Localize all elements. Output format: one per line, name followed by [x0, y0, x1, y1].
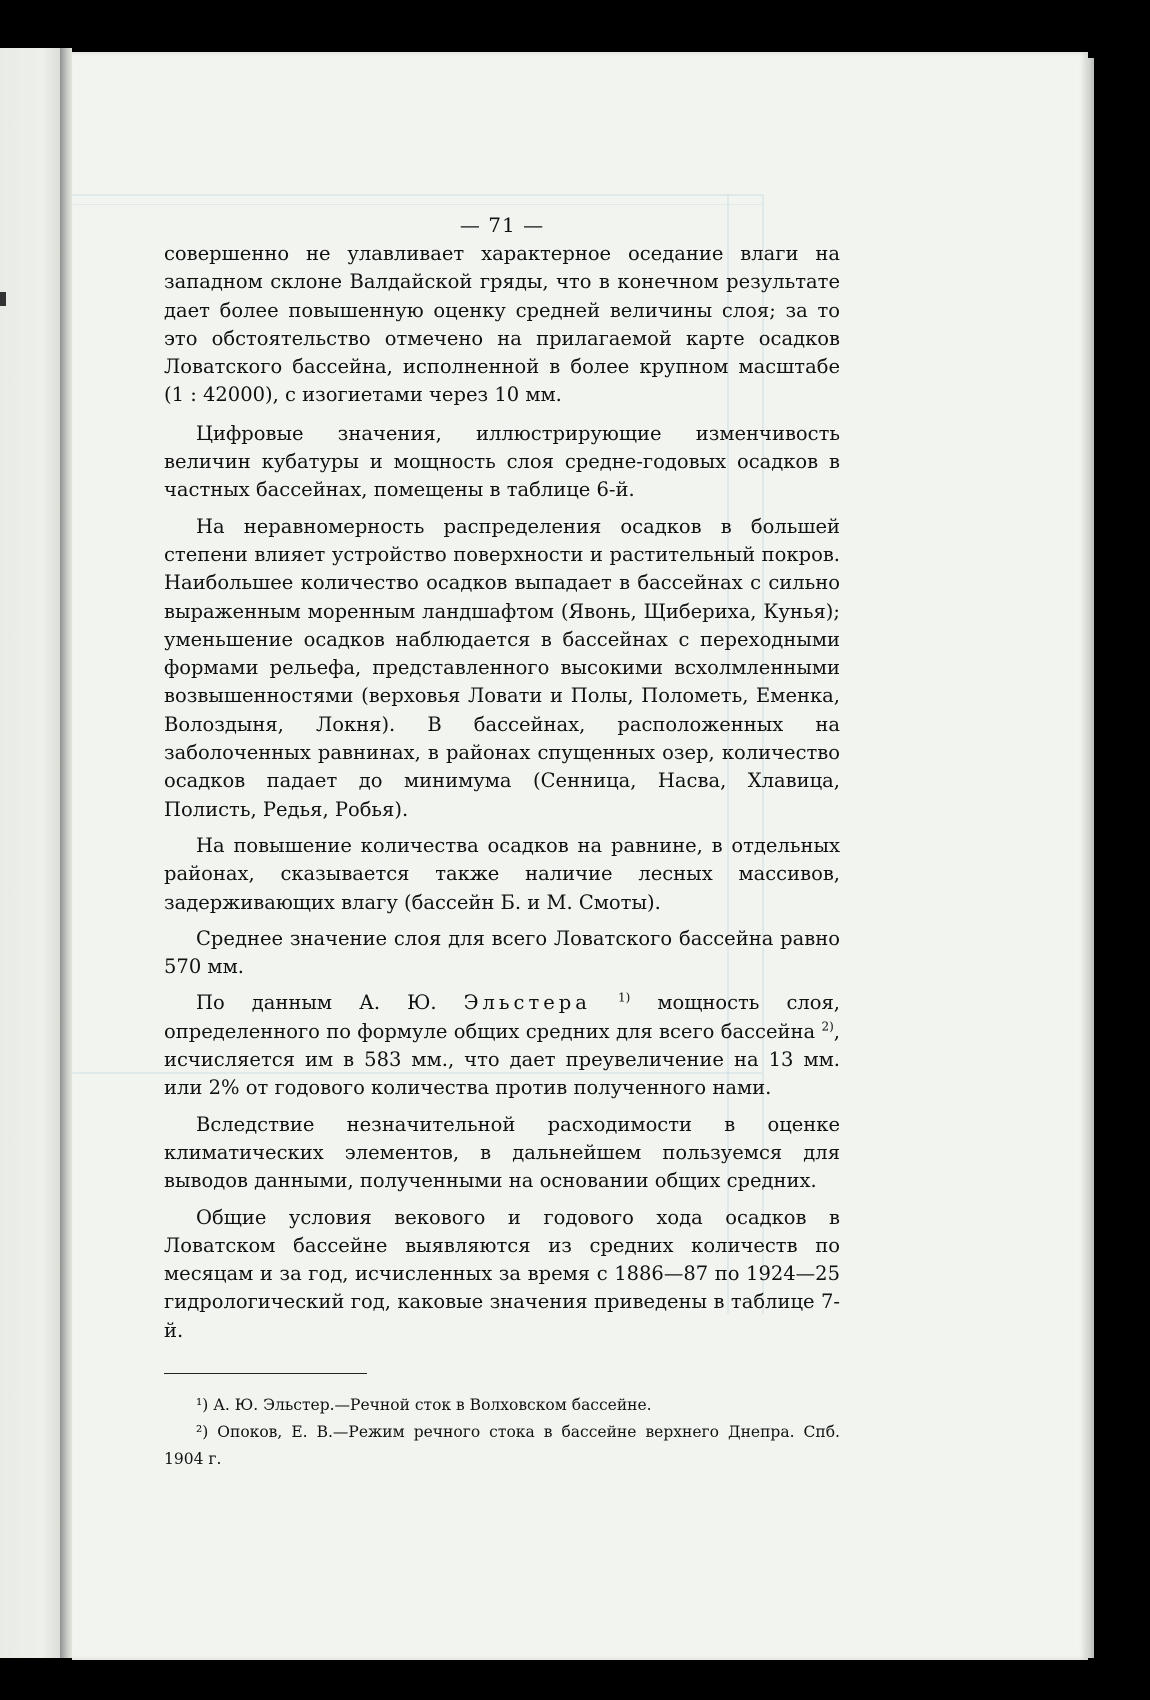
paragraph-7: Вследствие незначительной расходимости в оценке климатических элементов, в дальнейшем пользуемся для выводов данными, полученными на основании общих средних. [164, 1112, 840, 1193]
paragraph-6-tail: , исчисляется им в 583 мм., что дает преувеличение на 13 мм. или 2% от годового количества против полученного нами. [164, 1019, 840, 1100]
paragraph-3: На неравномерность распределения осадков в большей степени влияет устройство поверхности и растительный покров. Наибольшее количество осадков выпадает в бассейнах с сильно выраженным моренным ландшафтом (Явонь, Щибериха, Кунья); уменьшение осадков наблюдается в бассейнах с переходными формами рельефа, представленного высокими всхолмленными возвышенностями (верховья Ловати и Полы, Полометь, Еменка, Волоздыня, Локня). В бассейнах, расположенных на заболоченных равнинах, в районах спущенных озер, количество осадков падает до минимума (Сенница, Насва, Хлавица, Полисть, Редья, Робья). [164, 514, 840, 821]
footnote-2: ²) Опоков, Е. В.—Режим речного стока в бассейне верхнего Днепра. Спб. 1904 г. [164, 1422, 840, 1468]
footnote-ref-1[interactable]: 1) [617, 990, 631, 1005]
author-name-spaced: Эльстера [463, 991, 591, 1015]
facing-page-mark [0, 292, 6, 306]
footnote-1: ¹) А. Ю. Эльстер.—Речной сток в Волховском бассейне. [196, 1395, 652, 1414]
paragraph-4: На повышение количества осадков на равнине, в отдельных районах, сказывается также наличие лесных массивов, задерживающих влагу (бассейн Б. и М. Смоты). [164, 833, 840, 914]
bleed-through-rule [72, 194, 762, 196]
facing-page [0, 48, 60, 1658]
paragraph-6-lead: По данным А. Ю. [196, 991, 437, 1015]
page-content [164, 210, 840, 1473]
paragraph-6 [164, 989, 840, 1102]
bleed-through-rule [72, 204, 762, 205]
paragraph-8: Общие условия векового и годового хода осадков в Ловатском бассейне выявляются из средних количеств по месяцам и за год, исчисленных за время с 1886—87 по 1924—25 гидрологический год, каковые значения приведены в таблице 7-й. [164, 1205, 840, 1342]
footnote-divider [164, 1373, 367, 1374]
page-edge [1088, 58, 1094, 1658]
paragraph-1: совершенно не улавливает характерное оседание влаги на западном склоне Валдайской гряды, что в конечном результате дает более повышенную оценку средней величины слоя; за то это обстоятельство отмечено на прилагаемой карте осадков Ловатского бассейна, исполненной в более крупном масштабе (1 : 42000), с изогиетами через 10 мм. [164, 242, 840, 407]
paragraph-5: Среднее значение слоя для всего Ловатского бассейна равно 570 мм. [164, 926, 840, 979]
paragraph-6-mid: мощность слоя, определенного по формуле общих средних для всего бассейна [164, 991, 840, 1043]
paragraph-2: Цифровые значения, иллюстрирующие изменчивость величин кубатуры и мощность слоя средне-годовых осадков в частных бассейнах, помещены в таблице 6-й. [164, 421, 840, 502]
footnote-ref-2[interactable]: 2) [821, 1019, 834, 1034]
page-number: — 71 — [459, 213, 545, 237]
book-gutter [60, 48, 72, 1658]
